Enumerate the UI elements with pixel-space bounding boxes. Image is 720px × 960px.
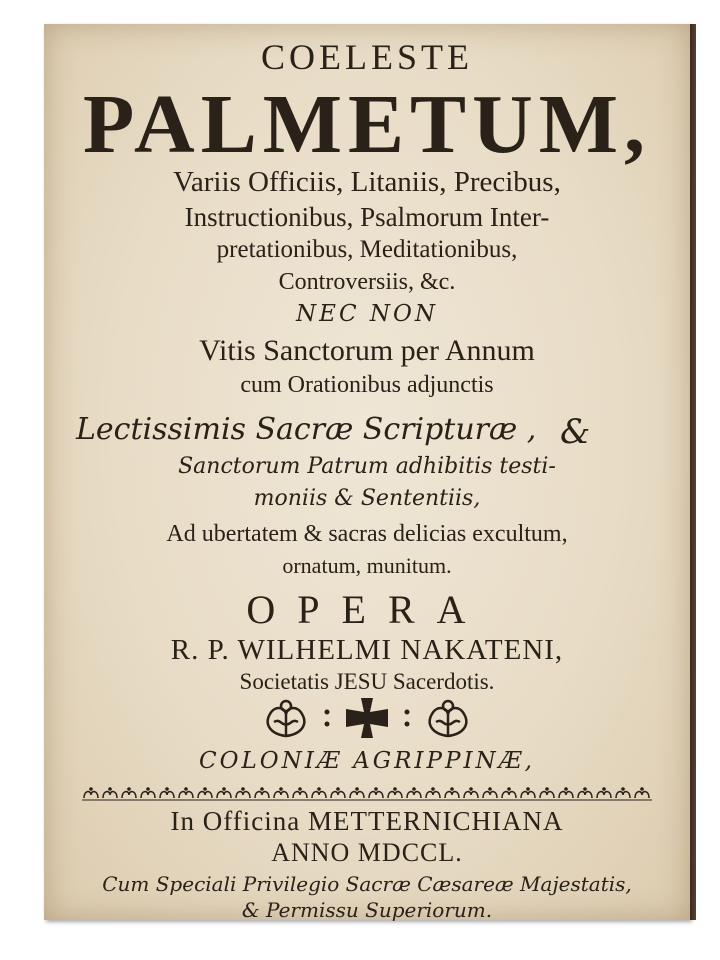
decorative-border-icon — [82, 786, 652, 802]
ad-ubertatem: Ad ubertatem & sacras delicias excultum, — [166, 521, 568, 547]
dots-ornament-icon — [322, 706, 332, 734]
sanctorum-line-2: moniis & Sententiis, — [253, 486, 481, 511]
dots-ornament-icon — [402, 706, 412, 734]
place-coloniae: COLONIÆ AGRIPPINÆ, — [198, 748, 535, 774]
opera-heading: OPERA — [246, 587, 488, 632]
title-coeleste: COELESTE — [261, 37, 473, 77]
ornatum-munitum: ornatum, munitum. — [282, 553, 452, 578]
lectissimis-line: Lectissimis Sacræ Scripturæ , — [76, 412, 537, 447]
societatis-jesu: Societatis JESU Sacerdotis. — [239, 669, 495, 694]
anno-line: ANNO MDCCL. — [271, 838, 463, 867]
ampersand-ornament: & — [560, 412, 591, 452]
privilegio-line: Cum Speciali Privilegio Sacræ Cæsareæ Majestatis, — [102, 872, 632, 896]
ornament-row — [44, 696, 690, 744]
floral-ornament-icon — [260, 696, 312, 744]
subtitle-line-2: Instructionibus, Psalmorum Inter- — [184, 202, 550, 232]
cum-orationibus: cum Orationibus adjunctis — [240, 372, 494, 398]
title-palmetum: PALMETUM, — [82, 78, 652, 171]
author-name: R. P. WILHELMI NAKATENI, — [170, 634, 564, 666]
subtitle-line-3: pretationibus, Meditationibus, — [216, 236, 518, 263]
permissu-line: & Permissu Superiorum. — [241, 898, 493, 922]
floral-ornament-icon — [422, 696, 474, 744]
officina-line: In Officina METTERNICHIANA — [170, 806, 564, 836]
nec-non: NEC NON — [296, 301, 438, 327]
subtitle-line-4: Controversiis, &c. — [278, 269, 456, 295]
cross-pattee-icon — [342, 696, 392, 744]
subtitle-line-1: Variis Officiis, Litaniis, Precibus, — [173, 166, 561, 198]
title-page — [44, 24, 690, 920]
sanctorum-line-1: Sanctorum Patrum adhibitis testi- — [178, 454, 556, 479]
vitis-sanctorum: Vitis Sanctorum per Annum — [199, 334, 535, 367]
